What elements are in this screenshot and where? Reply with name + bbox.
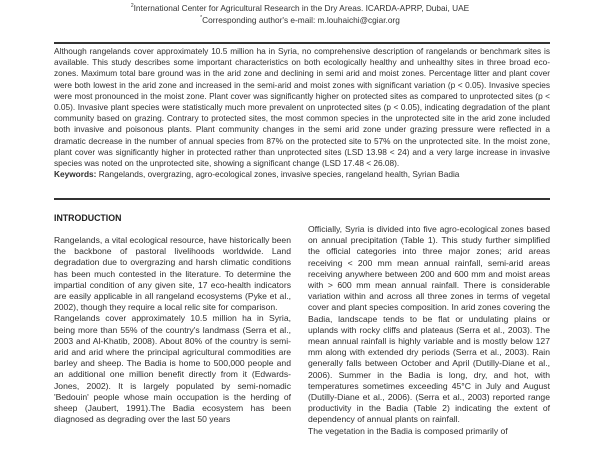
- abstract-top-rule: [54, 42, 550, 44]
- corresponding-author-line: [0, 15, 600, 25]
- section-heading-introduction: INTRODUCTION: [54, 213, 122, 223]
- affiliation-line: [0, 3, 600, 13]
- corresponding-author-email[interactable]: Corresponding author's e-mail: m.louhaichi@cgiar.org: [202, 15, 400, 25]
- affiliation-marker: 2: [130, 3, 134, 9]
- right-column: [308, 224, 550, 437]
- left-column: [54, 213, 291, 425]
- abstract-bottom-rule: [54, 198, 550, 200]
- abstract-block: [54, 46, 550, 180]
- intro-paragraph-3: Officially, Syria is divided into five agro-ecological zones based on annual precipitation (Table 1). This study further simplified the official categories into three major zones; arid areas receiving < 200 mm mean annual rainfall, semi-arid areas receiving anywhere between 200 and 600 mm and moist areas with > 600 mm mean annual rainfall. There is considerable variation within and across all three zones in terms of vegetal cover and plant species composition. In arid zones covering the Badia, landscape tends to be flat or undulating plains or uplands with rocky cliffs and plateaus (Serra et al., 2003). The mean annual rainfall is highly variable and is mostly below 127 mm along with extended dry periods (Serra et al., 2003). Rain generally falls between October and April (Dutilly-Diane et al., 2006). Summer in the Badia is long, dry, and hot, with temperatures sometimes exceeding 45°C in July and August (Dutilly-Diane et al., 2006). (Serra et al., 2003) reported range productivity in the Badia (Table 2) indicating the extent of dependency of annual plants on rainfall.: [308, 224, 550, 425]
- keywords-text: Rangelands, overgrazing, agro-ecological zones, invasive species, rangeland health, Syrian Badia: [96, 169, 460, 180]
- abstract-body: Although rangelands cover approximately 10.5 million ha in Syria, no comprehensive description of rangelands or benchmark sites is available. This study describes some important characteristics on both ecologically healthy and unhealthy sites in three broad eco-zones. Maximum total bare ground was in the arid zone and declining in semi arid and moist zones. Percentage litter and plant cover were both lowest in the arid zone and increased in the semi-arid and moist zones with significant variation (p < 0.05). Invasive species were most pronounced in the moist zone. Plant cover was significantly higher on protected sites as compared to unprotected sites (p < 0.05). Invasive plant species were statistically much more prevalent on unprotected sites (p < 0.05), indicating degradation of the plant community based on grazing. Contrary to protected sites, the most common species in the unprotected site in the arid zone included both invasive and poisonous plants. Plant community changes in the semi arid zone under grazing pressure were reflected in a dramatic decrease in the number of annual species from 87% on the protected site to 57% on the unprotected site. In the moist zone, plant cover was significantly higher in protected rather than unprotected sites (LSD 13.98 < 24) and a very large increase in invasive species was noted on the unprotected site, showing a significant change (LSD 17.48 < 26.08).: [54, 46, 550, 169]
- affiliation-text: International Center for Agricultural Research in the Dry Areas. ICARDA-APRP, Dubai, UAE: [133, 3, 470, 13]
- intro-paragraph-2: Rangelands cover approximately 10.5 million ha in Syria, being more than 55% of the country's landmass (Serra et al., 2003 and Al-Khatib, 2008). About 80% of the country is semi-arid and arid where the principal agricultural commodities are barley and sheep. The Badia is home to 500,000 people and an additional one million benefit directly from it (Edwards-Jones, 2002). It is largely populated by semi-nomadic 'Bedouin' people whose main occupation is the herding of sheep (Jaubert, 1991).The Badia ecosystem has been diagnosed as degrading over the last 50 years: [54, 313, 291, 425]
- keywords-label: Keywords:: [54, 169, 97, 180]
- intro-paragraph-1: Rangelands, a vital ecological resource, have historically been the backbone of pastoral livelihoods worldwide. Land degradation due to overgrazing and harsh climatic conditions has been much contested in the literature. To determine the impartial condition of any given site, 17 eco-health indicators are easily applicable in all rangeland ecosystems (Pyke et al., 2002), though they require a local relic site for comparison.: [54, 235, 291, 313]
- corresponding-marker: *: [200, 15, 203, 21]
- keywords-line: [54, 169, 550, 180]
- intro-paragraph-4: The vegetation in the Badia is composed primarily of: [308, 425, 508, 436]
